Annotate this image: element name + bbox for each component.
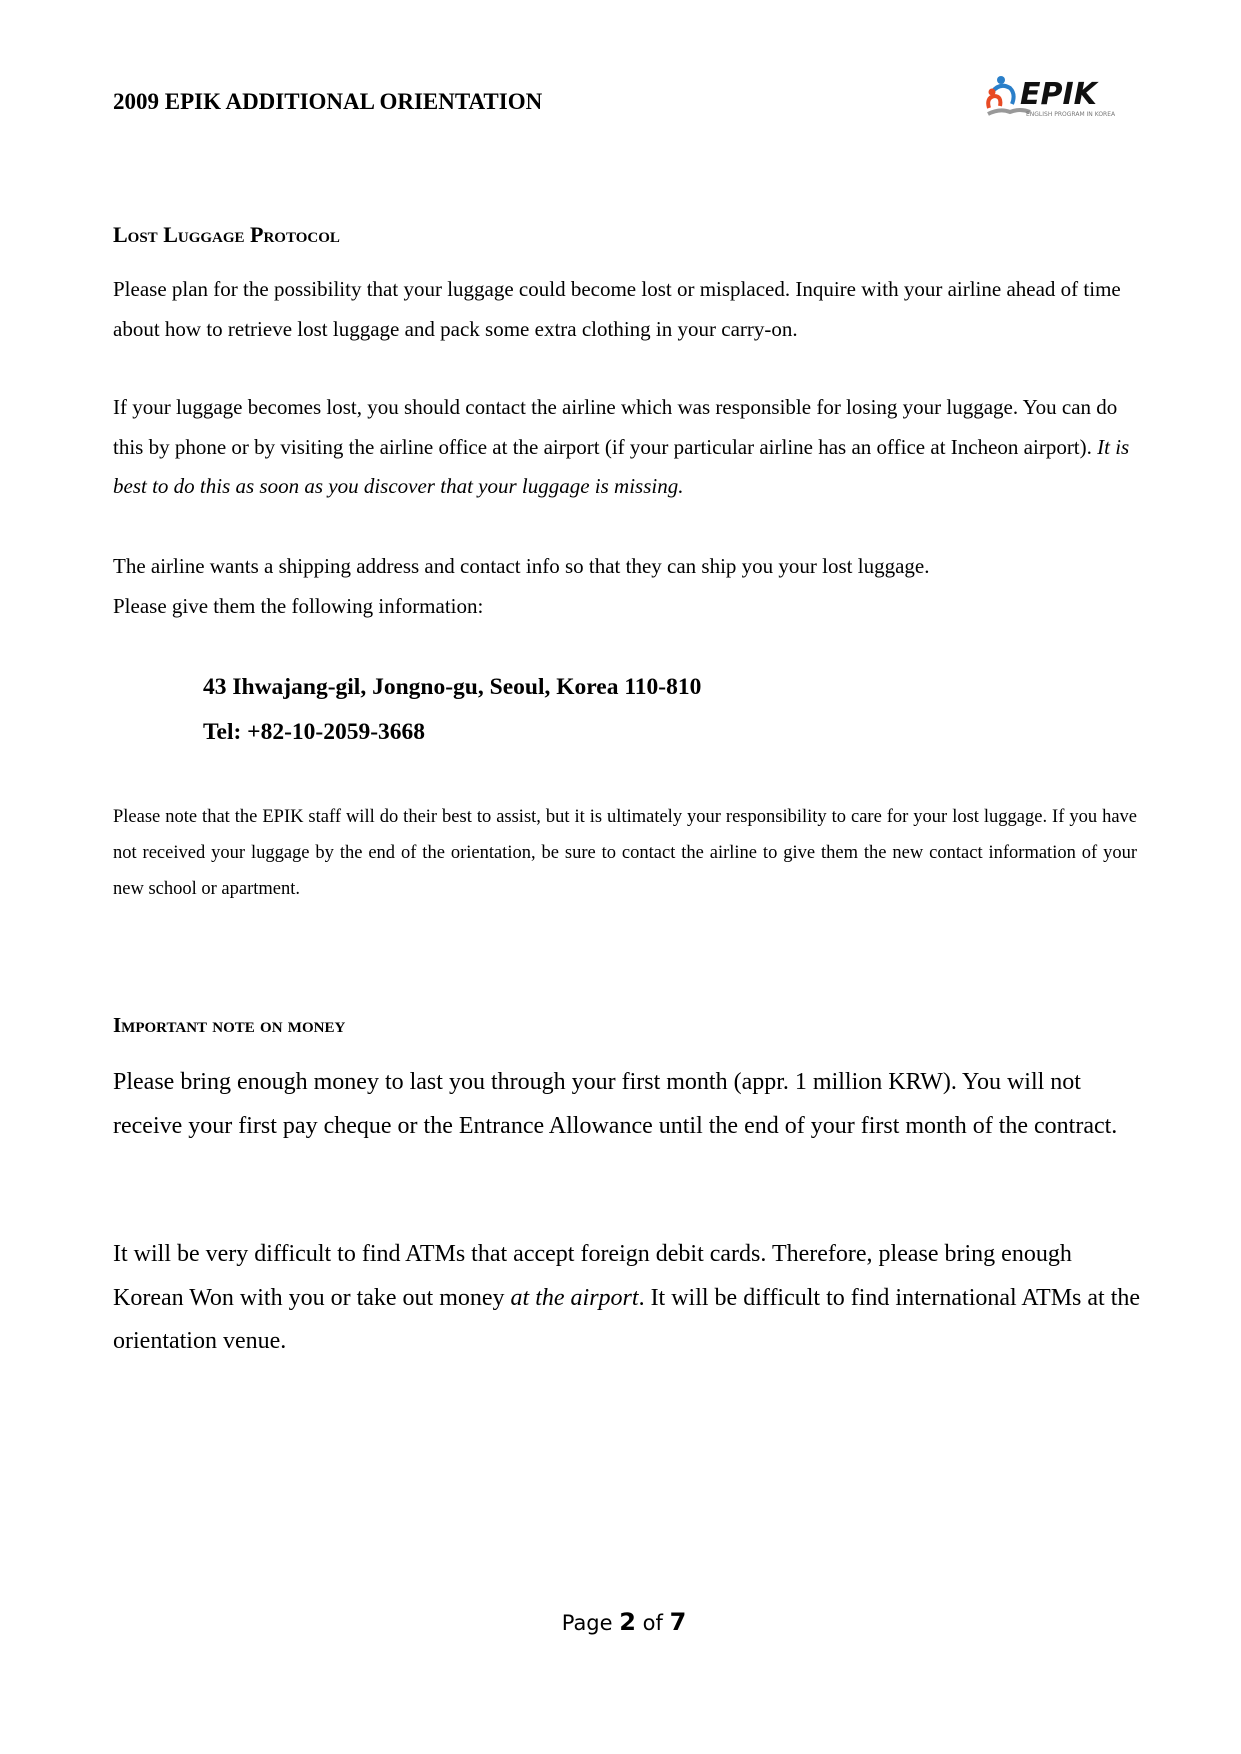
address: 43 Ihwajang-gil, Jongno-gu, Seoul, Korea 110-810 — [203, 674, 702, 700]
page-footer — [0, 1608, 1241, 1636]
paragraph-text: If your luggage becomes lost, you should contact the airline which was responsible for losing your luggage. You can do this by phone or by visiting the airline office at the airport (if your particular airline has an office at Incheon airport). — [113, 395, 1118, 459]
svg-text:ENGLISH PROGRAM IN KOREA: ENGLISH PROGRAM IN KOREA — [1026, 111, 1116, 118]
paragraph-shipping — [113, 547, 1143, 626]
emphasis-text: at the airport — [510, 1284, 639, 1311]
section-heading-lost-luggage: Lost Luggage Protocol — [113, 222, 340, 247]
paragraph-line: The airline wants a shipping address and contact info so that they can ship you your lost luggage. — [113, 554, 930, 578]
paragraph-text: . It will be difficult to find international ATMs at the orientation venue. — [113, 1284, 1141, 1354]
svg-text:EPIK: EPIK — [1020, 77, 1097, 112]
paragraph-plan: Please plan for the possibility that your luggage could become lost or misplaced. Inquire with your airline ahead of time about how to retrieve lost luggage and pack some extra clothing in your carry-on. — [113, 277, 1121, 341]
of-label: of — [642, 1611, 663, 1635]
phone: Tel: +82-10-2059-3668 — [203, 719, 426, 745]
paragraph-contact-airline — [113, 388, 1143, 507]
document-header-title: 2009 EPIK ADDITIONAL ORIENTATION — [113, 89, 543, 114]
page-total: 7 — [669, 1608, 687, 1636]
paragraph-atms — [113, 1233, 1143, 1364]
section-heading-money: Important note on money — [113, 1013, 346, 1037]
page-label: Page — [561, 1611, 613, 1635]
emphasis-text: It is best to do this as soon as you discover that your luggage is missing. — [113, 434, 1130, 498]
note-responsibility: Please note that the EPIK staff will do their best to assist, but it is ultimately your responsibility to care for your lost luggage. If you have not received your luggage by the end of the orientation, be sure to contact the airline to give them the new contact information of your new school or apartment. — [113, 807, 1137, 899]
paragraph-line: Please give them the following information: — [113, 593, 484, 618]
epik-logo — [986, 74, 1128, 122]
epik-logo-icon — [986, 74, 1128, 122]
contact-block — [203, 665, 701, 755]
paragraph-text: It will be very difficult to find ATMs that accept foreign debit cards. Therefore, please bring enough Korean Won with you or take out money — [113, 1241, 1072, 1311]
paragraph-money: Please bring enough money to last you through your first month (appr. 1 million KRW). You will not receive your first pay cheque or the Entrance Allowance until the end of your first month of the contract. — [113, 1069, 1118, 1139]
page-number: 2 — [619, 1608, 636, 1636]
